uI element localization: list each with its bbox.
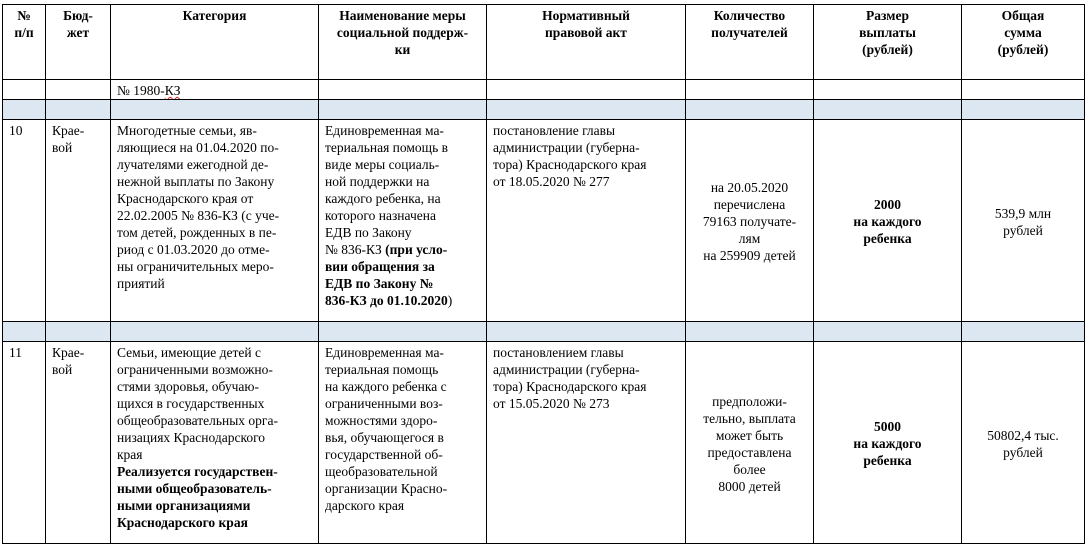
separator-row: [3, 322, 1085, 342]
row-number: 10: [3, 120, 46, 322]
amount-cell: 5000 на каждого ребенка: [814, 342, 962, 544]
header-count: Количество получателей: [686, 5, 814, 80]
social-support-table: [2, 4, 1085, 544]
budget-cell: Крае- вой: [46, 120, 111, 322]
separator-row: [3, 100, 1085, 120]
header-num: № п/п: [3, 5, 46, 80]
act-cell: постановление главы администрации (губерна- тора) Краснодарского края от 18.05.2020 № 277: [487, 120, 686, 322]
header-measure: Наименование меры социальной поддерж- ки: [319, 5, 487, 80]
measure-cell: Единовременная ма- териальная помощь на каждого ребенка с ограниченными воз- можностями здоро- вья, обучающегося в государственной об- щеобразовательной организации Красно- дарского края: [319, 342, 487, 544]
header-category: Категория: [111, 5, 319, 80]
header-total: Общая сумма (рублей): [962, 5, 1085, 80]
header-row: [3, 5, 1085, 80]
total-cell: 539,9 млн рублей: [962, 120, 1085, 322]
total-cell: 50802,4 тыс. рублей: [962, 342, 1085, 544]
budget-cell: Крае- вой: [46, 342, 111, 544]
count-cell: на 20.05.2020 перечислена 79163 получате- лям на 259909 детей: [686, 120, 814, 322]
header-act: Нормативный правовой акт: [487, 5, 686, 80]
row-number: 11: [3, 342, 46, 544]
header-amount: Размер выплаты (рублей): [814, 5, 962, 80]
count-cell: предположи- тельно, выплата может быть предоставлена более 8000 детей: [686, 342, 814, 544]
measure-cell: Единовременная ма- териальная помощь в виде меры социаль- ной поддержки на каждого ребенка, на которого назначена ЕДВ по Закону № 836-КЗ (при усло- вии обращения за ЕДВ по Закону № 836-КЗ до 01.10.2020): [319, 120, 487, 322]
continuation-row: [3, 80, 1085, 100]
amount-cell: 2000 на каждого ребенка: [814, 120, 962, 322]
continuation-category: № 1980-КЗ: [111, 80, 319, 100]
category-cell: Многодетные семьи, яв- ляющиеся на 01.04.2020 по- лучателями ежегодной де- нежной выплаты по Закону Краснодарского края от 22.02.2005 № 836-КЗ (с уче- том детей, рожденных в пе- риод с 01.03.2020 до отме- ны ограничительных меро- приятий: [111, 120, 319, 322]
header-budget: Бюд- жет: [46, 5, 111, 80]
act-cell: постановлением главы администрации (губерна- тора) Краснодарского края от 15.05.2020 № 273: [487, 342, 686, 544]
table-row-10: [3, 120, 1085, 322]
table-row-11: [3, 342, 1085, 544]
category-cell: Семьи, имеющие детей с ограниченными возможно- стями здоровья, обучаю- щихся в государственных общеобразовательных орга- низациях Краснодарского края Реализуется государствен- ными общеобразователь- ными организациями Краснодарского края: [111, 342, 319, 544]
